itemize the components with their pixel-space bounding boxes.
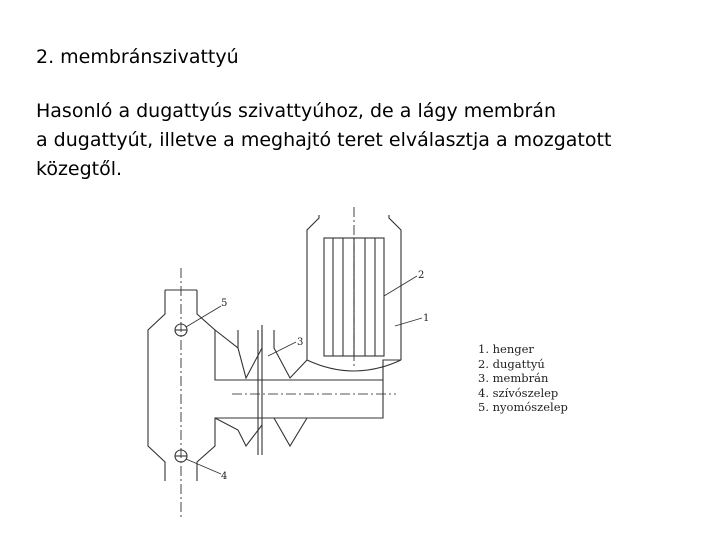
callout-label: 2 — [418, 270, 425, 281]
diagram-legend — [478, 342, 568, 415]
legend-item: 1. henger — [478, 342, 534, 356]
description-line: Hasonló a dugattyús szivattyúhoz, de a lágy membrán — [36, 100, 556, 122]
slide-title: 2. membránszivattyú — [36, 46, 239, 68]
description-line: közegtől. — [36, 158, 123, 180]
callout-label: 5 — [221, 298, 228, 309]
description-line: a dugattyút, illetve a meghajtó teret elválasztja a mozgatott — [36, 129, 612, 151]
legend-item: 3. membrán — [478, 371, 549, 385]
piston — [324, 238, 384, 356]
pump-housing — [148, 290, 383, 481]
center-lines — [181, 207, 396, 520]
legend-item: 4. szívószelep — [478, 385, 559, 400]
callout-label: 3 — [297, 337, 304, 348]
membrane-chamber — [215, 325, 307, 455]
callout-label: 1 — [423, 313, 430, 324]
legend-item: 2. dugattyú — [478, 356, 545, 371]
callout-label: 4 — [221, 471, 228, 482]
legend-item: 5. nyomószelep — [478, 400, 568, 414]
